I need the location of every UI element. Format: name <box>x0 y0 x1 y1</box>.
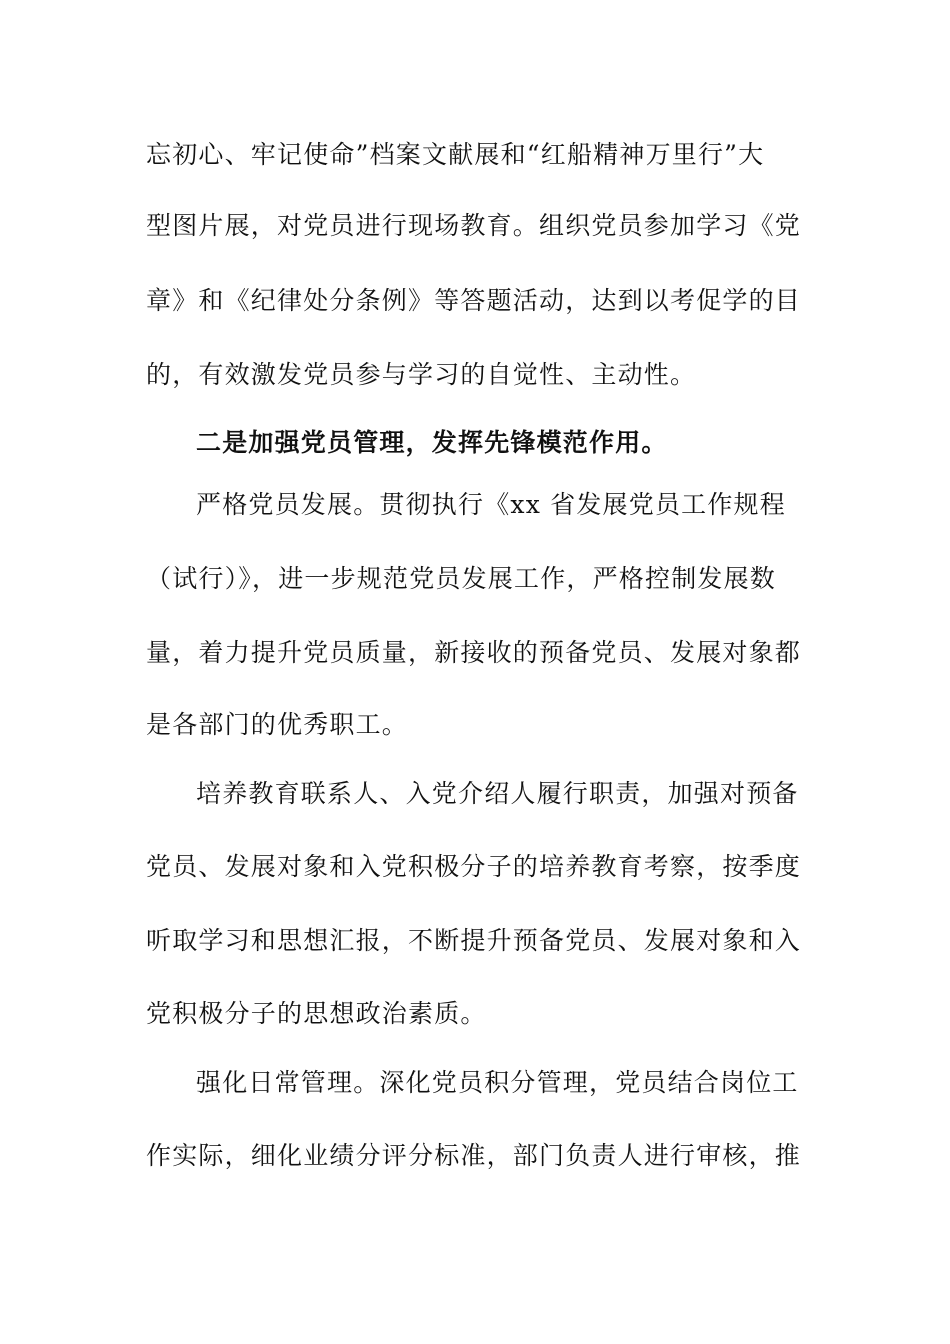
paragraph-line: 量，着力提升党员质量，新接收的预备党员、发展对象都 <box>146 638 802 667</box>
paragraph-line: 听取学习和思想汇报，不断提升预备党员、发展对象和入 <box>146 926 802 955</box>
paragraph-line: 党积极分子的思想政治素质。 <box>146 999 487 1028</box>
paragraph-line: 培养教育联系人、入党介绍人履行职责，加强对预备 <box>196 779 799 808</box>
paragraph-line: 型图片展，对党员进行现场教育。组织党员参加学习《党 <box>146 211 802 240</box>
paragraph-line: 是各部门的优秀职工。 <box>146 710 409 739</box>
paragraph-line: 的，有效激发党员参与学习的自觉性、主动性。 <box>146 360 697 389</box>
section-heading: 二是加强党员管理，发挥先锋模范作用。 <box>196 428 668 457</box>
paragraph-line: 严格党员发展。贯彻执行《xx 省发展党员工作规程 <box>196 490 786 519</box>
paragraph-line: 党员、发展对象和入党积极分子的培养教育考察，按季度 <box>146 852 802 881</box>
paragraph-line: 强化日常管理。深化党员积分管理，党员结合岗位工 <box>196 1068 799 1097</box>
paragraph-line: 章》和《纪律处分条例》等答题活动，达到以考促学的目 <box>146 286 802 315</box>
paragraph-line: 作实际，细化业绩分评分标准，部门负责人进行审核，推 <box>146 1141 802 1170</box>
paragraph-line: （试行）》，进一步规范党员发展工作，严格控制发展数 <box>146 564 777 593</box>
paragraph-line: 忘初心、牢记使命”档案文献展和“红船精神万里行”大 <box>146 140 765 169</box>
